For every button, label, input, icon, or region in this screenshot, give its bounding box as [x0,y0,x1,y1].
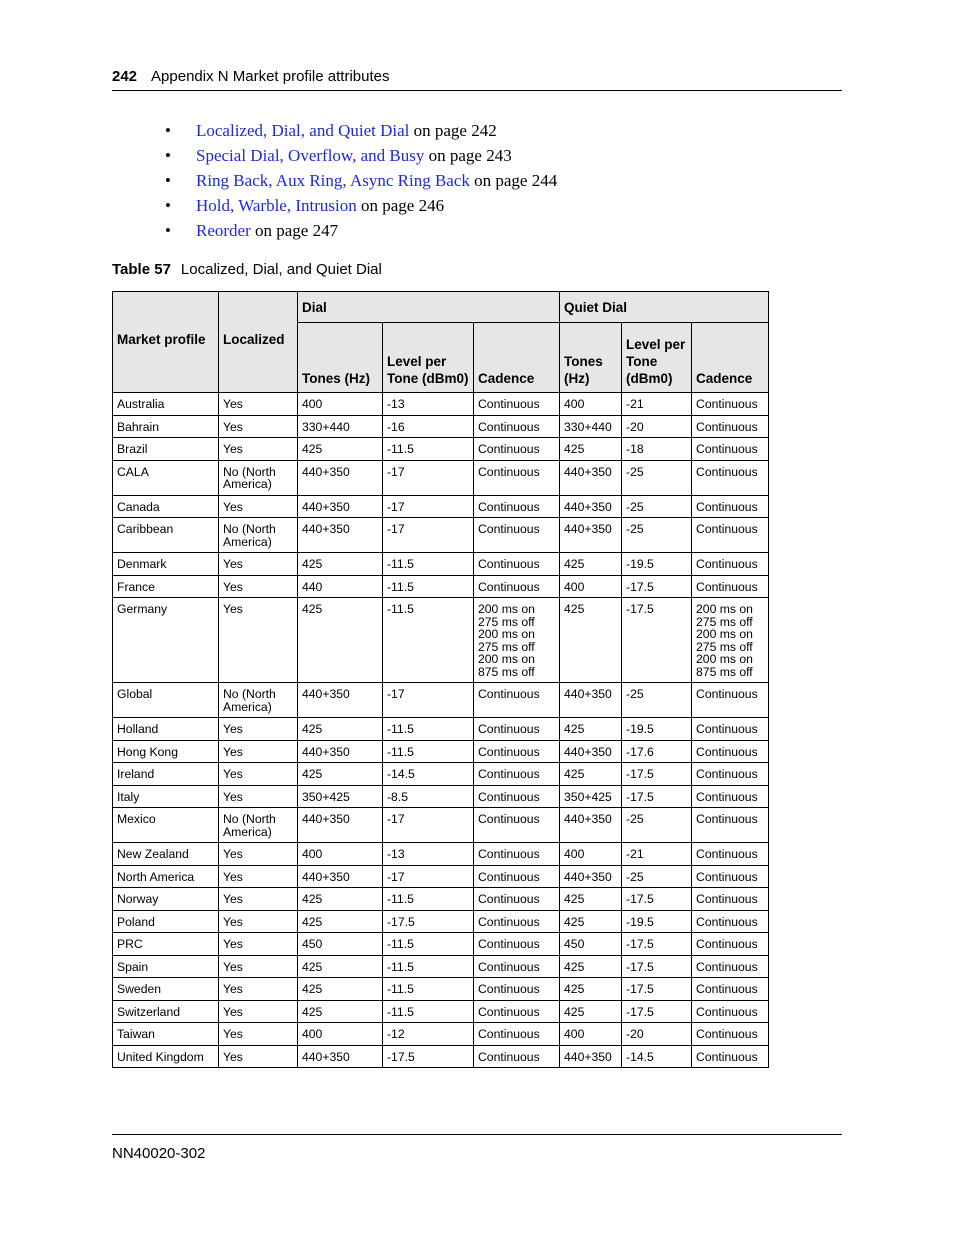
cell-market-profile: Global [113,683,219,718]
cell-dial-level: -17 [383,495,474,518]
table-caption [112,261,382,278]
cell-localized: Yes [219,955,298,978]
page-reference: on page 246 [356,196,445,215]
cell-market-profile: United Kingdom [113,1045,219,1068]
page-reference: on page 243 [424,146,512,165]
list-item [165,170,557,195]
column-header-dial-level: Level per Tone (dBm0) [383,323,474,393]
table-row [113,518,769,553]
cell-dial-tones: 425 [298,955,383,978]
cell-quiet-level: -17.5 [622,933,692,956]
cell-quiet-level: -18 [622,438,692,461]
cell-dial-cadence: Continuous [474,865,560,888]
cell-quiet-level: -19.5 [622,910,692,933]
cell-quiet-level: -25 [622,460,692,495]
cell-quiet-tones: 330+440 [560,415,622,438]
cell-localized: No (North America) [219,683,298,718]
cell-market-profile: France [113,575,219,598]
cell-dial-cadence: Continuous [474,575,560,598]
cell-quiet-level: -20 [622,1023,692,1046]
cell-dial-level: -11.5 [383,575,474,598]
cell-dial-cadence: Continuous [474,553,560,576]
cell-quiet-cadence: Continuous [692,575,769,598]
cell-quiet-level: -17.5 [622,785,692,808]
link-hold-warble[interactable]: Hold, Warble, Intrusion [196,196,357,215]
cell-dial-level: -11.5 [383,1000,474,1023]
table-row [113,865,769,888]
cell-dial-level: -11.5 [383,933,474,956]
cell-quiet-cadence: Continuous [692,1045,769,1068]
table-row [113,393,769,416]
cell-dial-level: -11.5 [383,438,474,461]
cell-quiet-level: -17.5 [622,763,692,786]
cell-dial-level: -17.5 [383,910,474,933]
cell-market-profile: North America [113,865,219,888]
cell-quiet-level: -17.5 [622,955,692,978]
cell-quiet-cadence: Continuous [692,495,769,518]
cell-localized: No (North America) [219,518,298,553]
cell-dial-tones: 440+350 [298,518,383,553]
cell-quiet-tones: 425 [560,910,622,933]
cell-dial-level: -17 [383,518,474,553]
cell-dial-tones: 330+440 [298,415,383,438]
cell-quiet-cadence: Continuous [692,955,769,978]
cell-quiet-tones: 440+350 [560,808,622,843]
market-profile-table [112,291,769,1068]
cell-dial-cadence: Continuous [474,955,560,978]
list-item [165,220,557,245]
cell-dial-tones: 425 [298,438,383,461]
page-reference: on page 242 [409,121,497,140]
cell-dial-level: -14.5 [383,763,474,786]
cell-localized: Yes [219,438,298,461]
link-localized-dial[interactable]: Localized, Dial, and Quiet Dial [196,121,410,140]
cell-dial-tones: 440+350 [298,808,383,843]
cross-reference-list [165,120,557,245]
table-row [113,553,769,576]
cell-dial-cadence: Continuous [474,910,560,933]
cell-localized: Yes [219,495,298,518]
list-item [165,195,557,220]
cell-dial-tones: 350+425 [298,785,383,808]
cell-dial-level: -12 [383,1023,474,1046]
cell-dial-cadence: Continuous [474,888,560,911]
cell-quiet-cadence: Continuous [692,865,769,888]
cell-quiet-tones: 440+350 [560,865,622,888]
cell-market-profile: Taiwan [113,1023,219,1046]
table-row [113,763,769,786]
cell-quiet-cadence: Continuous [692,763,769,786]
bullet-icon: • [165,146,171,165]
cell-quiet-tones: 440+350 [560,460,622,495]
cell-dial-tones: 400 [298,843,383,866]
cell-dial-cadence: Continuous [474,718,560,741]
cell-quiet-cadence: Continuous [692,740,769,763]
cell-market-profile: Mexico [113,808,219,843]
cell-localized: Yes [219,785,298,808]
cell-dial-level: -13 [383,393,474,416]
cell-dial-cadence: Continuous [474,808,560,843]
cell-dial-tones: 400 [298,1023,383,1046]
cell-quiet-level: -19.5 [622,553,692,576]
cell-market-profile: CALA [113,460,219,495]
cell-dial-level: -11.5 [383,553,474,576]
cell-dial-level: -11.5 [383,955,474,978]
group-header-dial: Dial [298,292,560,323]
cell-dial-cadence: Continuous [474,763,560,786]
column-header-dial-tones: Tones (Hz) [298,323,383,393]
link-ring-back[interactable]: Ring Back, Aux Ring, Async Ring Back [196,171,470,190]
table-row [113,460,769,495]
cell-quiet-cadence: Continuous [692,888,769,911]
link-special-dial[interactable]: Special Dial, Overflow, and Busy [196,146,425,165]
cell-quiet-cadence: Continuous [692,910,769,933]
cell-quiet-tones: 425 [560,718,622,741]
cell-localized: Yes [219,598,298,683]
column-header-dial-cadence: Cadence [474,323,560,393]
cell-dial-cadence: Continuous [474,1045,560,1068]
cell-dial-tones: 425 [298,978,383,1001]
bullet-icon: • [165,121,171,140]
cell-quiet-tones: 425 [560,955,622,978]
cell-dial-level: -17 [383,460,474,495]
column-header-quiet-level: Level per Tone (dBm0) [622,323,692,393]
bullet-icon: • [165,221,171,240]
cell-localized: Yes [219,1023,298,1046]
cell-dial-cadence: Continuous [474,843,560,866]
cell-quiet-cadence: Continuous [692,1023,769,1046]
table-row [113,740,769,763]
cell-dial-cadence: Continuous [474,415,560,438]
table-row [113,978,769,1001]
cell-quiet-cadence: Continuous [692,393,769,416]
cell-market-profile: Spain [113,955,219,978]
cell-quiet-level: -25 [622,683,692,718]
cell-dial-level: -13 [383,843,474,866]
table-row [113,955,769,978]
table-row [113,843,769,866]
cell-localized: Yes [219,978,298,1001]
table-row [113,415,769,438]
cell-localized: Yes [219,415,298,438]
cell-quiet-cadence: Continuous [692,843,769,866]
cell-dial-level: -17.5 [383,1045,474,1068]
cell-market-profile: Bahrain [113,415,219,438]
table-row [113,495,769,518]
document-number: NN40020-302 [112,1145,206,1162]
cell-dial-tones: 425 [298,553,383,576]
column-header-localized: Localized [219,292,298,393]
cell-dial-cadence: Continuous [474,393,560,416]
column-header-quiet-tones: Tones (Hz) [560,323,622,393]
cell-dial-cadence: Continuous [474,495,560,518]
cell-dial-level: -17 [383,808,474,843]
list-item [165,120,557,145]
cell-quiet-tones: 425 [560,1000,622,1023]
cell-quiet-tones: 425 [560,763,622,786]
table-body [113,393,769,1068]
cell-dial-tones: 425 [298,1000,383,1023]
cell-quiet-level: -17.5 [622,598,692,683]
cell-quiet-cadence: Continuous [692,438,769,461]
cell-quiet-level: -25 [622,865,692,888]
cell-localized: Yes [219,718,298,741]
cell-localized: Yes [219,910,298,933]
table-row [113,598,769,683]
cell-quiet-level: -17.5 [622,1000,692,1023]
cell-dial-tones: 440+350 [298,865,383,888]
header-title: Appendix N Market profile attributes [151,68,390,85]
cell-quiet-tones: 440+350 [560,495,622,518]
cell-quiet-level: -25 [622,808,692,843]
table-row [113,683,769,718]
cell-market-profile: Sweden [113,978,219,1001]
cell-dial-cadence: Continuous [474,978,560,1001]
cell-dial-tones: 425 [298,910,383,933]
table-row [113,888,769,911]
cell-quiet-level: -25 [622,518,692,553]
cell-quiet-tones: 425 [560,553,622,576]
page-number: 242 [112,68,138,85]
cell-dial-level: -8.5 [383,785,474,808]
cell-quiet-cadence: Continuous [692,978,769,1001]
cell-quiet-cadence: Continuous [692,933,769,956]
table-row [113,808,769,843]
cell-dial-tones: 440+350 [298,495,383,518]
cell-dial-cadence: Continuous [474,683,560,718]
cell-market-profile: Germany [113,598,219,683]
table-row [113,1045,769,1068]
cell-quiet-tones: 440+350 [560,518,622,553]
cell-dial-tones: 425 [298,888,383,911]
cell-quiet-level: -17.5 [622,978,692,1001]
cell-dial-cadence: Continuous [474,1023,560,1046]
table-row [113,575,769,598]
table-caption-text: Localized, Dial, and Quiet Dial [180,261,382,278]
page-reference: on page 247 [250,221,339,240]
cell-market-profile: Caribbean [113,518,219,553]
cell-market-profile: Hong Kong [113,740,219,763]
cell-dial-level: -11.5 [383,598,474,683]
cell-localized: Yes [219,888,298,911]
table-row [113,1023,769,1046]
table-row [113,718,769,741]
cell-market-profile: PRC [113,933,219,956]
cell-market-profile: Norway [113,888,219,911]
cell-market-profile: Denmark [113,553,219,576]
cell-market-profile: Switzerland [113,1000,219,1023]
cell-market-profile: New Zealand [113,843,219,866]
cell-quiet-tones: 440+350 [560,1045,622,1068]
cell-quiet-tones: 450 [560,933,622,956]
link-reorder[interactable]: Reorder [196,221,251,240]
cell-quiet-level: -21 [622,393,692,416]
cell-quiet-cadence: Continuous [692,415,769,438]
cell-quiet-tones: 425 [560,598,622,683]
cell-market-profile: Poland [113,910,219,933]
cell-dial-tones: 450 [298,933,383,956]
cell-market-profile: Italy [113,785,219,808]
cell-localized: Yes [219,865,298,888]
cell-quiet-level: -17.6 [622,740,692,763]
cell-market-profile: Australia [113,393,219,416]
cell-quiet-tones: 440+350 [560,683,622,718]
cell-localized: Yes [219,740,298,763]
cell-localized: No (North America) [219,460,298,495]
cell-market-profile: Holland [113,718,219,741]
group-header-quiet-dial: Quiet Dial [560,292,769,323]
cell-quiet-tones: 425 [560,438,622,461]
cell-dial-cadence: Continuous [474,785,560,808]
cell-quiet-level: -19.5 [622,718,692,741]
cell-dial-level: -11.5 [383,740,474,763]
cell-dial-level: -11.5 [383,978,474,1001]
cell-quiet-tones: 400 [560,575,622,598]
cell-dial-tones: 440 [298,575,383,598]
list-item [165,145,557,170]
column-header-market-profile: Market profile [113,292,219,393]
cell-localized: Yes [219,393,298,416]
page-reference: on page 244 [469,171,558,190]
cell-quiet-cadence: Continuous [692,718,769,741]
bullet-icon: • [165,196,171,215]
cell-quiet-tones: 400 [560,1023,622,1046]
page-footer [112,1134,842,1162]
cell-dial-tones: 425 [298,718,383,741]
cell-dial-tones: 440+350 [298,740,383,763]
table-row [113,1000,769,1023]
bullet-icon: • [165,171,171,190]
cell-localized: Yes [219,1000,298,1023]
cell-localized: Yes [219,575,298,598]
cell-dial-cadence: Continuous [474,460,560,495]
cell-dial-tones: 440+350 [298,1045,383,1068]
cell-quiet-tones: 440+350 [560,740,622,763]
cell-dial-cadence: Continuous [474,438,560,461]
table-row [113,438,769,461]
cell-quiet-level: -25 [622,495,692,518]
cell-localized: Yes [219,933,298,956]
cell-quiet-level: -20 [622,415,692,438]
cell-dial-tones: 440+350 [298,460,383,495]
cell-quiet-level: -17.5 [622,575,692,598]
cell-quiet-cadence: Continuous [692,808,769,843]
cell-dial-level: -11.5 [383,888,474,911]
cell-dial-cadence: Continuous [474,740,560,763]
cell-quiet-tones: 350+425 [560,785,622,808]
cell-quiet-tones: 400 [560,393,622,416]
column-header-quiet-cadence: Cadence [692,323,769,393]
cell-dial-cadence: Continuous [474,933,560,956]
table-caption-label: Table 57 [112,261,171,278]
cell-dial-cadence: Continuous [474,518,560,553]
table-row [113,785,769,808]
cell-dial-level: -11.5 [383,718,474,741]
cell-dial-tones: 425 [298,763,383,786]
cell-dial-level: -16 [383,415,474,438]
table-row [113,910,769,933]
cell-quiet-level: -21 [622,843,692,866]
cell-localized: Yes [219,843,298,866]
cell-market-profile: Brazil [113,438,219,461]
cell-quiet-cadence: Continuous [692,518,769,553]
cell-localized: No (North America) [219,808,298,843]
cell-dial-tones: 400 [298,393,383,416]
cell-localized: Yes [219,763,298,786]
cell-localized: Yes [219,553,298,576]
cell-quiet-cadence: Continuous [692,460,769,495]
cell-quiet-level: -14.5 [622,1045,692,1068]
cell-quiet-cadence: Continuous [692,1000,769,1023]
cell-quiet-cadence: Continuous [692,553,769,576]
cell-quiet-tones: 425 [560,888,622,911]
cell-dial-tones: 425 [298,598,383,683]
cell-quiet-level: -17.5 [622,888,692,911]
cell-market-profile: Canada [113,495,219,518]
cell-localized: Yes [219,1045,298,1068]
cell-dial-cadence: Continuous [474,1000,560,1023]
cell-quiet-tones: 425 [560,978,622,1001]
cell-market-profile: Ireland [113,763,219,786]
page-header [112,68,842,91]
cell-dial-tones: 440+350 [298,683,383,718]
cell-dial-level: -17 [383,683,474,718]
cell-dial-level: -17 [383,865,474,888]
cell-quiet-cadence: Continuous [692,785,769,808]
cell-quiet-cadence: Continuous [692,683,769,718]
cell-dial-cadence: 200 ms on 275 ms off 200 ms on 275 ms off 200 ms on 875 ms off [474,598,560,683]
cell-quiet-cadence: 200 ms on 275 ms off 200 ms on 275 ms off 200 ms on 875 ms off [692,598,769,683]
table-row [113,933,769,956]
cell-quiet-tones: 400 [560,843,622,866]
